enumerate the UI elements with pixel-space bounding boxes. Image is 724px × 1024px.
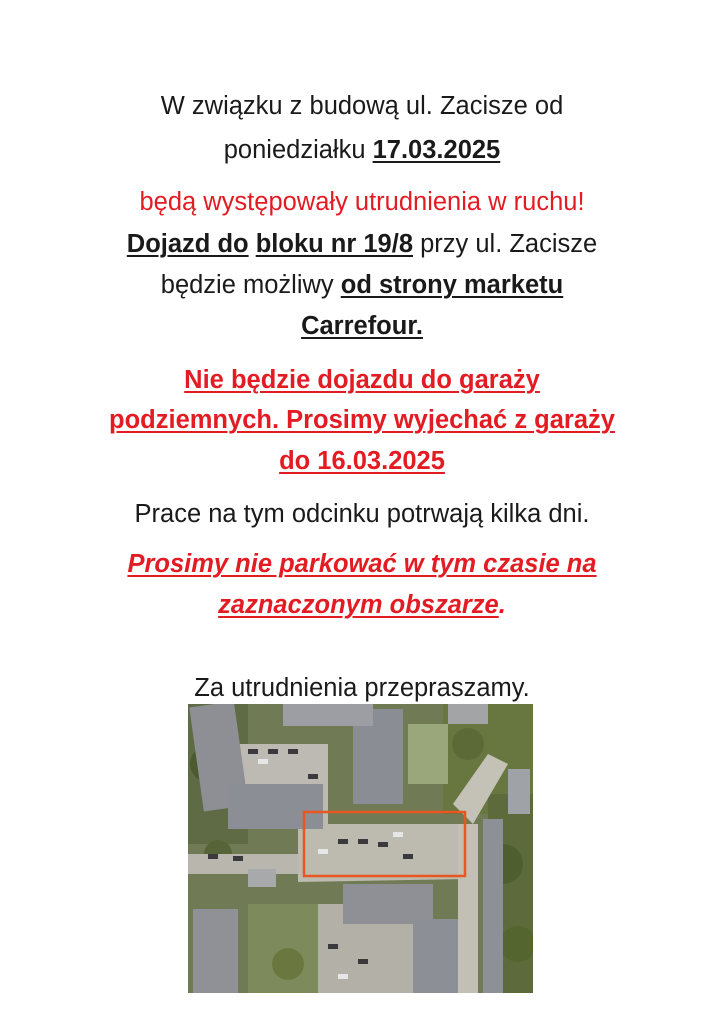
aerial-map <box>188 704 533 993</box>
intro-line-2: poniedziałku 17.03.2025 <box>223 136 501 164</box>
apology: Za utrudnienia przepraszamy. <box>194 674 530 702</box>
parking-line-1: Prosimy nie parkować w tym czasie na <box>127 550 597 578</box>
intro-line-1: W związku z budową ul. Zacisze od <box>160 92 564 120</box>
access-line-1: Dojazd do bloku nr 19/8 przy ul. Zacisze <box>126 230 598 258</box>
aerial-map-image <box>188 704 533 993</box>
parking-line-2: zaznaczonym obszarze. <box>218 591 506 619</box>
access-line-3: Carrefour. <box>301 312 423 340</box>
start-date: 17.03.2025 <box>372 136 501 164</box>
garage-line-1: Nie będzie dojazdu do garaży <box>184 366 540 394</box>
duration-note: Prace na tym odcinku potrwają kilka dni. <box>134 500 590 528</box>
access-line-2: będzie możliwy od strony marketu <box>160 271 564 299</box>
garage-line-2: podziemnych. Prosimy wyjechać z garaży <box>109 406 615 434</box>
block-number: bloku nr 19/8 <box>255 230 413 258</box>
garage-line-3: do 16.03.2025 <box>279 447 445 475</box>
traffic-warning: będą występowały utrudnienia w ruchu! <box>139 188 585 216</box>
